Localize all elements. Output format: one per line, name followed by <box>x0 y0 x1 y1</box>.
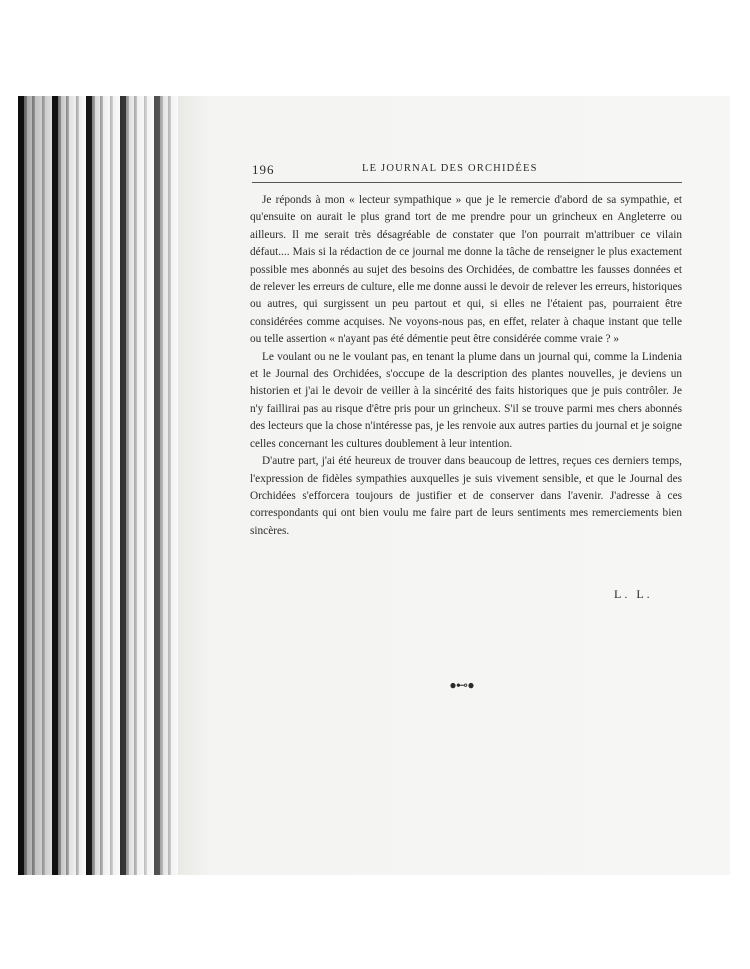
author-signature: L. L. <box>614 587 653 601</box>
book-binding-edge <box>18 96 178 875</box>
article-body <box>250 192 682 540</box>
paragraph-1: Je réponds à mon « lecteur sympathique » que je le remercie d'abord de sa sympathie, et qu'ensuite on aurait le plus grand tort de me prendre pour un grincheux en Angleterre ou ailleurs. Il me serait très désagréable de constater que l'on pourrait m'attribuer ce vilain défaut.... Mais si la rédaction de ce journal me donne la tâche de renseigner le plus exactement possible mes abonnés au sujet des besoins des Orchidées, de combattre les fausses données et de relever les erreurs de culture, elle me donne aussi le devoir de relever les erreurs, historiques ou autres, qui surgissent un peu partout et qui, si elles ne l'étaient pas, pourraient être considérées comme acquises. Ne voyons-nous pas, en effet, relater à chaque instant que telle ou telle assertion « n'ayant pas été démentie peut être considérée comme vraie ? » <box>250 194 682 346</box>
section-ornament: ⦁⊷⦁ <box>450 678 475 692</box>
running-head <box>252 162 682 183</box>
page-number: 196 <box>252 162 275 177</box>
journal-title: LE JOURNAL DES ORCHIDÉES <box>362 163 538 174</box>
paragraph-2: Le voulant ou ne le voulant pas, en tenant la plume dans un journal qui, comme la Lindenia et le Journal des Orchidées, s'occupe de la description des plantes nouvelles, je deviens un historien et j'ai le devoir de veiller à la sincérité des faits historiques que je puis contrôler. Je n'y faillirai pas au risque d'être pris pour un grincheux. S'il se trouve parmi mes chers abonnés des lecteurs que la chose n'intéresse pas, je les renvoie aux autres parties du journal et je soigne celles concernant les cultures doublement à leur intention. <box>250 350 682 450</box>
paragraph-3: D'autre part, j'ai été heureux de trouver dans beaucoup de lettres, reçues ces derniers temps, l'expression de fidèles sympathies auxquelles je suis vivement sensible, et que le Journal des Orchidées s'efforcera toujours de justifier et de conserver dans l'avenir. J'adresse à ces correspondants qui ont bien voulu me faire part de leurs sentiments mes remerciements bien sincères. <box>250 455 682 537</box>
